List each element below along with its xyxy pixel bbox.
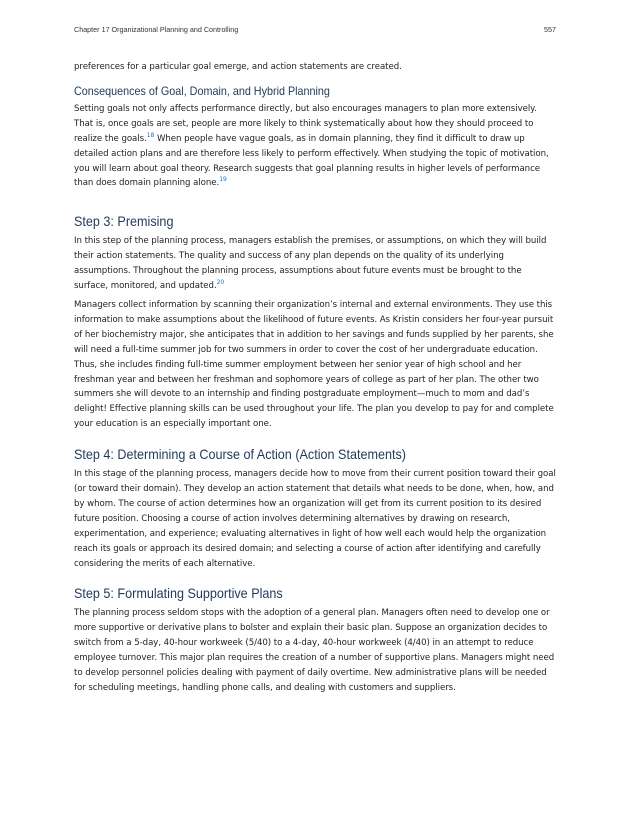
- footnote-ref-18[interactable]: 18: [146, 131, 155, 139]
- consequences-text-b: When people have vague goals, as in domain planning, they find it difficult to draw up detailed action plans and are therefore less likely to perform effectively. When studying the topic of motivation, you will learn about goal theory. Research suggests that goal planning results in higher levels of performance than does domain planning alone.: [74, 133, 549, 189]
- consequences-text-a: Setting goals not only affects performance directly, but also encourages managers to plan more extensively. That is, once goals are set, people are more likely to think systematically about how they should proceed to realize the goals.: [74, 103, 537, 144]
- consequences-paragraph: [74, 102, 558, 191]
- step3-paragraph-2: Managers collect information by scanning their organization’s internal and external environments. They use this information to make assumptions about the likelihood of future events. As Kristin considers her four-year pursuit of her biochemistry major, she anticipates that in addition to her savings and funds supplied by her parents, she will need a full-time summer job for two summers in order to cover the cost of her undergraduate education. Thus, she includes finding full-time summer employment between her senior year of high school and her freshman year and between her freshman and sophomore years of college as part of her plan. The other two summers she will devote to an internship and finding postgraduate employment—much to mom and dad’s delight! Effective planning skills can be used throughout your life. The plan you develop to pay for and complete your education is an especially important one.: [74, 299, 554, 430]
- step4-paragraph-1: In this stage of the planning process, managers decide how to move from their current position toward their goal (or toward their domain). They develop an action statement that details what needs to be done, when, how, and by whom. The course of action determines how an organization will get from its current position to its desired future position. Choosing a course of action involves determining alternatives by drawing on research, experimentation, and experience; evaluating alternatives in light of how well each would help the organization reach its goals or approach its desired domain; and selecting a course of action after identifying and carefully considering the merits of each alternative.: [74, 469, 556, 569]
- footnote-ref-20[interactable]: 20: [216, 279, 225, 287]
- step3-paragraph-1: [74, 234, 558, 294]
- step3-heading: Step 3: Premising: [74, 213, 174, 230]
- step5-paragraph-1: The planning process seldom stops with the adoption of a general plan. Managers often need to develop one or more supportive or derivative plans to bolster and explain their basic plan. Suppose an organization decides to switch from a 5-day, 40-hour workweek (5/40) to a 4-day, 40-hour workweek (4/40) in an attempt to reduce employee turnover. This major plan requires the creation of a number of supportive plans. Managers might need to develop personnel policies dealing with payment of daily overtime. New administrative plans will be needed for scheduling meetings, handling phone calls, and dealing with customers and suppliers.: [74, 608, 555, 693]
- step5-heading: Step 5: Formulating Supportive Plans: [74, 585, 283, 602]
- page-number: 557: [544, 25, 556, 34]
- footnote-ref-19[interactable]: 19: [219, 176, 227, 184]
- step4-heading: Step 4: Determining a Course of Action (Action Statements): [74, 446, 406, 463]
- consequences-heading: Consequences of Goal, Domain, and Hybrid Planning: [74, 84, 330, 98]
- main-content: [74, 60, 558, 696]
- running-header: [74, 25, 556, 34]
- step3-p1-text: In this step of the planning process, managers establish the premises, or assumptions, on which they will build their action statements. The quality and success of any plan depends on the quality of its underlying assumptions. Throughout the planning process, assumptions about future events must be brought to the surface, monitored, and updated.: [74, 236, 547, 292]
- intro-paragraph: preferences for a particular goal emerge, and action statements are created.: [74, 62, 402, 72]
- chapter-title: Chapter 17 Organizational Planning and Controlling: [74, 25, 239, 34]
